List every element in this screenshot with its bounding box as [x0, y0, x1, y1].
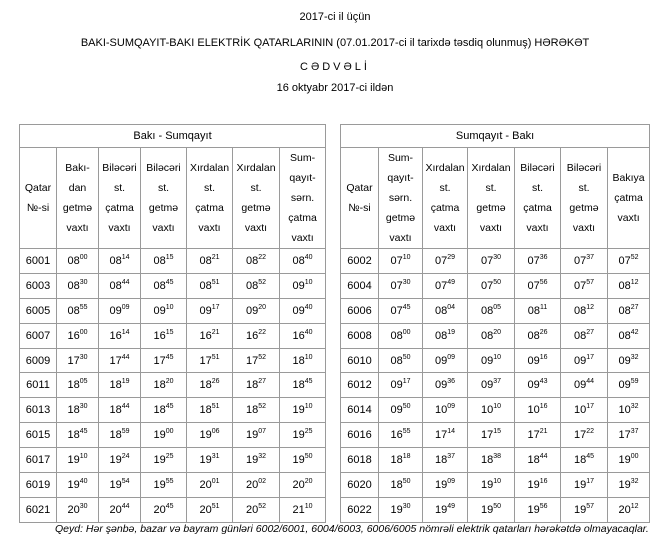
time-cell: $08^{51}$: [187, 273, 233, 298]
column-header-line: st.: [578, 182, 590, 194]
time-cell: $08^{22}$: [233, 249, 280, 274]
column-header-line: Biləcəri: [102, 162, 137, 174]
column-header: [99, 148, 141, 249]
time-cell: $19^{10}$: [468, 473, 515, 498]
time-cell: $18^{05}$: [57, 373, 99, 398]
time-cell: $17^{52}$: [233, 348, 280, 373]
column-header-line: qayıt-sərn.: [289, 172, 316, 204]
time-cell: $08^{27}$: [608, 298, 650, 323]
time-cell: $18^{45}$: [141, 398, 187, 423]
table-row: [341, 423, 650, 448]
time-cell: $19^{32}$: [608, 473, 650, 498]
table-row: [341, 273, 650, 298]
time-cell: $19^{32}$: [233, 448, 280, 473]
time-cell: $09^{37}$: [468, 373, 515, 398]
column-header-line: vaxtı: [479, 222, 503, 234]
time-cell: $08^{50}$: [379, 348, 423, 373]
time-cell: $08^{19}$: [423, 323, 468, 348]
time-cell: $17^{21}$: [515, 423, 561, 448]
time-cell: $19^{49}$: [423, 497, 468, 522]
time-cell: $17^{14}$: [423, 423, 468, 448]
time-cell: $18^{38}$: [468, 448, 515, 473]
time-cell: $18^{26}$: [187, 373, 233, 398]
train-number: 6016: [341, 423, 379, 448]
time-cell: $17^{15}$: [468, 423, 515, 448]
table-body: [341, 249, 650, 523]
time-cell: $18^{52}$: [233, 398, 280, 423]
baku-sumqayit-table: [19, 124, 325, 523]
time-cell: $19^{25}$: [280, 423, 326, 448]
time-cell: $07^{10}$: [379, 249, 423, 274]
time-cell: $08^{12}$: [608, 273, 650, 298]
time-cell: $20^{44}$: [99, 497, 141, 522]
train-number: 6014: [341, 398, 379, 423]
time-cell: $08^{45}$: [141, 273, 187, 298]
time-cell: $07^{30}$: [379, 273, 423, 298]
column-header-line: vaxtı: [389, 232, 412, 244]
sumqayit-baku-table: [340, 124, 649, 523]
table-row: [341, 473, 650, 498]
time-cell: $09^{44}$: [561, 373, 608, 398]
time-cell: $19^{07}$: [233, 423, 280, 448]
train-number: 6021: [20, 497, 57, 522]
column-header-line: getmə: [148, 202, 179, 214]
time-cell: $18^{45}$: [561, 448, 608, 473]
time-cell: $08^{55}$: [57, 298, 99, 323]
time-cell: $08^{21}$: [187, 249, 233, 274]
time-cell: $08^{30}$: [57, 273, 99, 298]
train-number: 6011: [20, 373, 57, 398]
time-cell: $16^{22}$: [233, 323, 280, 348]
time-cell: $10^{17}$: [561, 398, 608, 423]
table-row: [341, 373, 650, 398]
time-cell: $18^{18}$: [379, 448, 423, 473]
table-row: [20, 273, 326, 298]
column-header-line: getmə: [476, 202, 506, 214]
time-cell: $10^{09}$: [423, 398, 468, 423]
time-cell: $09^{10}$: [141, 298, 187, 323]
column-header-row: [341, 148, 650, 249]
time-cell: $18^{10}$: [280, 348, 326, 373]
time-cell: $17^{22}$: [561, 423, 608, 448]
column-header: [561, 148, 608, 249]
time-cell: $19^{31}$: [187, 448, 233, 473]
time-cell: $08^{00}$: [57, 249, 99, 274]
table-row: [20, 373, 326, 398]
column-header-line: st.: [157, 182, 170, 194]
column-header: [515, 148, 561, 249]
column-header: [341, 148, 379, 249]
time-cell: $08^{40}$: [280, 249, 326, 274]
time-cell: $08^{11}$: [515, 298, 561, 323]
column-header-line: Biləcəri: [566, 162, 602, 174]
column-header-line: sərn.: [388, 192, 413, 204]
time-cell: $19^{10}$: [280, 398, 326, 423]
column-header-line: vaxtı: [526, 222, 549, 234]
time-cell: $09^{36}$: [423, 373, 468, 398]
table-row: [20, 398, 326, 423]
table-row: [341, 497, 650, 522]
column-header-line: №-si: [348, 202, 371, 214]
train-number: 6013: [20, 398, 57, 423]
column-header: [280, 148, 326, 249]
column-header-line: st.: [531, 182, 544, 194]
time-cell: $18^{20}$: [141, 373, 187, 398]
table-row: [20, 323, 326, 348]
train-number: 6012: [341, 373, 379, 398]
time-cell: $09^{40}$: [280, 298, 326, 323]
footnote: Qeyd: Hər şənbə, bazar və bayram günləri 6002/6001, 6004/6003, 6006/6005 nömrəli elektrik qatarları hərəkətdə olmayacaqlar.: [55, 523, 649, 535]
time-cell: $08^{05}$: [468, 298, 515, 323]
time-cell: $20^{01}$: [187, 473, 233, 498]
column-header-line: st.: [485, 182, 497, 194]
train-number: 6022: [341, 497, 379, 522]
time-cell: $19^{00}$: [141, 423, 187, 448]
train-number: 6015: [20, 423, 57, 448]
time-cell: $17^{45}$: [141, 348, 187, 373]
time-cell: $19^{00}$: [608, 448, 650, 473]
time-cell: $16^{15}$: [141, 323, 187, 348]
time-cell: $19^{57}$: [561, 497, 608, 522]
time-cell: $07^{29}$: [423, 249, 468, 274]
column-header-line: Qatar: [24, 182, 52, 194]
table-row: [341, 348, 650, 373]
time-cell: $18^{51}$: [187, 398, 233, 423]
train-number: 6005: [20, 298, 57, 323]
column-header-row: [20, 148, 326, 249]
column-header-line: Xırdalan: [236, 162, 276, 174]
column-header-line: vaxtı: [198, 222, 221, 234]
time-cell: $19^{10}$: [57, 448, 99, 473]
column-header-line: dan: [68, 182, 87, 194]
header-title: BAKI-SUMQAYIT-BAKI ELEKTRİK QATARLARININ (07.01.2017-ci il tarixdə təsdiq olunmuş) HƏRƏKƏT: [80, 37, 590, 49]
time-cell: $18^{19}$: [99, 373, 141, 398]
column-header-line: Xırdalan: [425, 162, 465, 174]
header-date: 16 oktyabr 2017-ci ildən: [276, 82, 394, 94]
time-cell: $07^{36}$: [515, 249, 561, 274]
time-cell: $20^{30}$: [57, 497, 99, 522]
time-cell: $18^{50}$: [379, 473, 423, 498]
time-cell: $07^{30}$: [468, 249, 515, 274]
train-number: 6020: [341, 473, 379, 498]
time-cell: $10^{32}$: [608, 398, 650, 423]
column-header-line: st.: [203, 182, 216, 194]
column-header: [20, 148, 57, 249]
column-header-line: Sum-: [387, 152, 414, 164]
column-header-line: Xırdalan: [189, 162, 230, 174]
train-number: 6004: [341, 273, 379, 298]
time-cell: $09^{59}$: [608, 373, 650, 398]
column-header-line: vaxtı: [108, 222, 131, 234]
column-header-line: getmə: [569, 202, 599, 214]
column-header-line: çatma: [614, 192, 643, 204]
train-number: 6006: [341, 298, 379, 323]
time-cell: $18^{44}$: [515, 448, 561, 473]
train-number: 6008: [341, 323, 379, 348]
table-title: Bakı - Sumqayıt: [20, 125, 326, 148]
time-cell: $19^{30}$: [379, 497, 423, 522]
column-header: [233, 148, 280, 249]
time-cell: $08^{15}$: [141, 249, 187, 274]
time-cell: $07^{57}$: [561, 273, 608, 298]
column-header-line: st.: [113, 182, 126, 194]
table-row: [20, 298, 326, 323]
time-cell: $07^{56}$: [515, 273, 561, 298]
train-number: 6019: [20, 473, 57, 498]
column-header-line: qayıt-: [387, 172, 414, 184]
time-cell: $19^{09}$: [423, 473, 468, 498]
column-header-line: çatma: [105, 202, 134, 214]
time-cell: $19^{25}$: [141, 448, 187, 473]
train-number: 6010: [341, 348, 379, 373]
column-header-line: çatma: [430, 202, 460, 214]
column-header-line: getmə: [385, 212, 416, 224]
table-row: [20, 448, 326, 473]
column-header-line: çatma: [288, 212, 317, 224]
table-row: [20, 423, 326, 448]
time-cell: $18^{44}$: [99, 398, 141, 423]
column-header-line: st.: [250, 182, 262, 194]
time-cell: $07^{37}$: [561, 249, 608, 274]
time-cell: $09^{17}$: [561, 348, 608, 373]
time-cell: $20^{20}$: [280, 473, 326, 498]
time-cell: $19^{54}$: [99, 473, 141, 498]
table-row: [341, 323, 650, 348]
column-header-line: vaxtı: [617, 212, 640, 224]
column-header: [379, 148, 423, 249]
column-header: [187, 148, 233, 249]
time-cell: $21^{10}$: [280, 497, 326, 522]
time-cell: $08^{44}$: [99, 273, 141, 298]
table-body: [20, 249, 326, 523]
time-cell: $17^{44}$: [99, 348, 141, 373]
train-number: 6009: [20, 348, 57, 373]
time-cell: $09^{20}$: [233, 298, 280, 323]
time-cell: $08^{00}$: [379, 323, 423, 348]
time-cell: $09^{17}$: [379, 373, 423, 398]
column-header: [608, 148, 650, 249]
time-cell: $18^{45}$: [57, 423, 99, 448]
time-cell: $07^{50}$: [468, 273, 515, 298]
column-header-line: çatma: [195, 202, 224, 214]
time-cell: $08^{26}$: [515, 323, 561, 348]
time-cell: $20^{51}$: [187, 497, 233, 522]
column-header-line: Bakıya: [612, 172, 645, 184]
time-cell: $18^{37}$: [423, 448, 468, 473]
time-cell: $09^{17}$: [187, 298, 233, 323]
time-cell: $19^{24}$: [99, 448, 141, 473]
time-cell: $09^{09}$: [423, 348, 468, 373]
column-header-line: №-si: [26, 202, 50, 214]
time-cell: $19^{16}$: [515, 473, 561, 498]
time-cell: $09^{16}$: [515, 348, 561, 373]
time-cell: $09^{50}$: [379, 398, 423, 423]
train-number: 6007: [20, 323, 57, 348]
time-cell: $17^{51}$: [187, 348, 233, 373]
time-cell: $19^{50}$: [280, 448, 326, 473]
time-cell: $19^{40}$: [57, 473, 99, 498]
time-cell: $08^{12}$: [561, 298, 608, 323]
time-cell: $20^{45}$: [141, 497, 187, 522]
table-row: [341, 398, 650, 423]
column-header-line: Biləcəri: [520, 162, 555, 174]
train-number: 6017: [20, 448, 57, 473]
time-cell: $20^{52}$: [233, 497, 280, 522]
train-number: 6018: [341, 448, 379, 473]
time-cell: $20^{02}$: [233, 473, 280, 498]
table-row: [341, 448, 650, 473]
train-number: 6001: [20, 249, 57, 274]
column-header-line: Xırdalan: [471, 162, 511, 174]
header-schedule: CƏDVƏLİ: [300, 61, 370, 73]
header-year: 2017-ci il üçün: [299, 11, 371, 23]
time-cell: $10^{16}$: [515, 398, 561, 423]
time-cell: $09^{10}$: [468, 348, 515, 373]
time-cell: $16^{21}$: [187, 323, 233, 348]
column-header-line: Biləcəri: [146, 162, 181, 174]
column-header-line: vaxtı: [152, 222, 175, 234]
time-cell: $16^{55}$: [379, 423, 423, 448]
time-cell: $19^{55}$: [141, 473, 187, 498]
column-header-line: vaxtı: [244, 222, 268, 234]
table-row: [20, 473, 326, 498]
time-cell: $19^{17}$: [561, 473, 608, 498]
column-header-line: vaxtı: [572, 222, 596, 234]
time-cell: $08^{42}$: [608, 323, 650, 348]
time-cell: $09^{32}$: [608, 348, 650, 373]
time-cell: $17^{37}$: [608, 423, 650, 448]
column-header: [423, 148, 468, 249]
column-header-line: Qatar: [346, 182, 373, 194]
table-row: [341, 249, 650, 274]
time-cell: $08^{20}$: [468, 323, 515, 348]
column-header: [468, 148, 515, 249]
column-header-line: vaxtı: [291, 232, 314, 244]
column-header-line: getmə: [241, 202, 271, 214]
time-cell: $16^{40}$: [280, 323, 326, 348]
time-cell: $08^{14}$: [99, 249, 141, 274]
time-cell: $16^{14}$: [99, 323, 141, 348]
time-cell: $18^{30}$: [57, 398, 99, 423]
time-cell: $16^{00}$: [57, 323, 99, 348]
train-number: 6002: [341, 249, 379, 274]
table-title: Sumqayıt - Bakı: [341, 125, 650, 148]
time-cell: $18^{45}$: [280, 373, 326, 398]
column-header-line: st.: [439, 182, 451, 194]
column-header-line: çatma: [523, 202, 552, 214]
column-header-line: getmə: [62, 202, 93, 214]
column-header: [141, 148, 187, 249]
time-cell: $19^{06}$: [187, 423, 233, 448]
time-cell: $09^{09}$: [99, 298, 141, 323]
time-cell: $07^{52}$: [608, 249, 650, 274]
table-row: [341, 298, 650, 323]
time-cell: $19^{50}$: [468, 497, 515, 522]
train-number: 6003: [20, 273, 57, 298]
time-cell: $19^{56}$: [515, 497, 561, 522]
time-cell: $10^{10}$: [468, 398, 515, 423]
time-cell: $07^{49}$: [423, 273, 468, 298]
time-cell: $18^{59}$: [99, 423, 141, 448]
table-row: [20, 249, 326, 274]
table-row: [20, 348, 326, 373]
column-header-line: vaxtı: [66, 222, 89, 234]
time-cell: $08^{04}$: [423, 298, 468, 323]
time-cell: $09^{10}$: [280, 273, 326, 298]
time-cell: $07^{45}$: [379, 298, 423, 323]
time-cell: $08^{52}$: [233, 273, 280, 298]
time-cell: $08^{27}$: [561, 323, 608, 348]
table-row: [20, 497, 326, 522]
column-header-line: Bakı-: [65, 162, 90, 174]
time-cell: $18^{27}$: [233, 373, 280, 398]
column-header-line: Sum-: [289, 152, 316, 164]
time-cell: $20^{12}$: [608, 497, 650, 522]
time-cell: $09^{43}$: [515, 373, 561, 398]
column-header: [57, 148, 99, 249]
time-cell: $17^{30}$: [57, 348, 99, 373]
column-header-line: vaxtı: [433, 222, 457, 234]
